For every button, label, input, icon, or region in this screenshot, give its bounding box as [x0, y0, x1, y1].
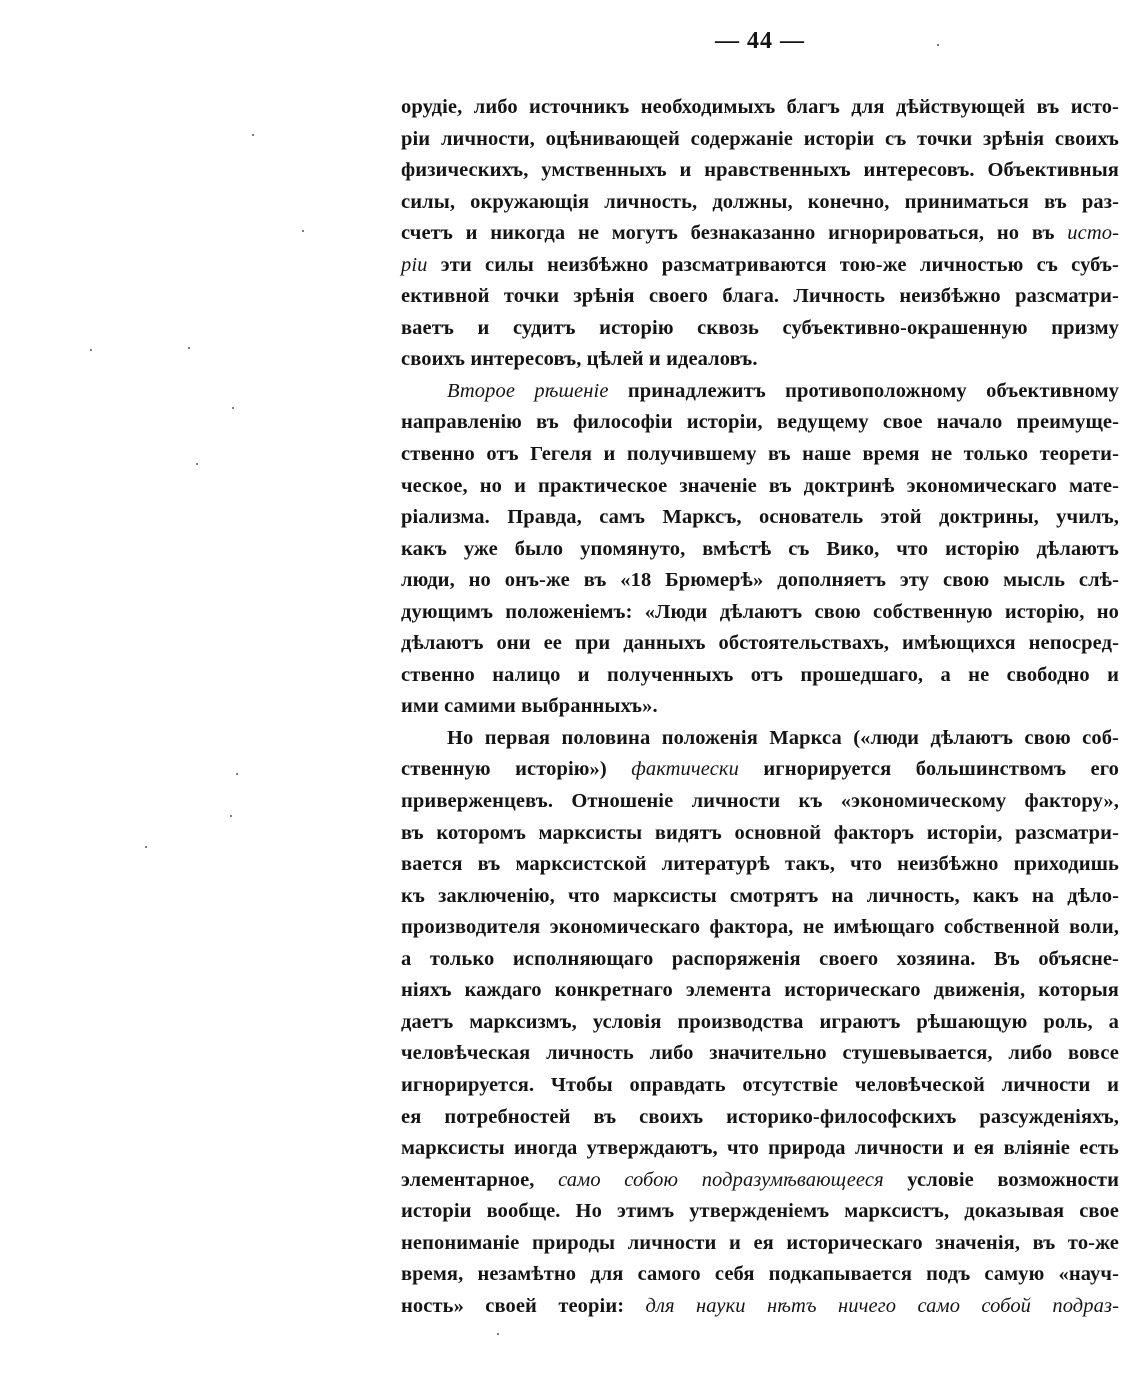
scan-speck — [232, 407, 234, 409]
text-run: исторіи вообще. Но этимъ утвержденіемъ марксистъ, доказывая свое — [401, 1200, 1119, 1223]
text-run: непониманіе природы личности и ея историческаго значенія, въ то-же — [401, 1231, 1119, 1254]
text-run: къ заключенію, что марксисты смотрятъ на личность, какъ на дѣло- — [401, 884, 1119, 907]
text-line — [401, 1259, 1119, 1291]
text-line — [401, 912, 1119, 944]
scan-speck — [302, 230, 304, 232]
scan-speck — [252, 134, 254, 136]
text-run: ственно отъ Гегеля и получившему въ наше время не только теорети- — [401, 443, 1119, 466]
text-line — [401, 502, 1119, 534]
text-line — [401, 944, 1119, 976]
scan-speck — [230, 815, 232, 817]
text-run: ріи личности, оцѣнивающей содержаніе исторіи съ точки зрѣнія своихъ — [401, 127, 1119, 150]
text-run: физическихъ, умственныхъ и нравственныхъ интересовъ. Объективныя — [401, 159, 1119, 182]
text-line — [401, 818, 1119, 850]
text-line — [401, 1228, 1119, 1260]
text-run: дѣлаютъ они ее при данныхъ обстоятельствахъ, имѣющихся непосред- — [401, 632, 1119, 655]
italic-text: ріи — [401, 253, 428, 276]
italic-text: фактически — [631, 758, 739, 781]
text-line — [401, 92, 1119, 124]
text-run: ніяхъ каждаго конкретнаго элемента историческаго движенія, которыя — [401, 979, 1119, 1002]
text-line — [401, 1133, 1119, 1165]
text-line — [401, 250, 1119, 282]
text-line — [401, 881, 1119, 913]
text-run: ріализма. Правда, самъ Марксъ, основатель этой доктрины, училъ, — [401, 506, 1119, 529]
text-line — [401, 534, 1119, 566]
text-run: счетъ и никогда не могутъ безнаказанно игнорироваться, но въ — [401, 222, 1068, 245]
text-line — [401, 1007, 1119, 1039]
text-line — [401, 124, 1119, 156]
text-run: ственную исторію») — [401, 758, 632, 781]
text-run: ваетъ и судитъ исторію сквозь субъективно-окрашенную призму — [401, 316, 1119, 339]
text-run: ческое, но и практическое значеніе въ доктринѣ экономическаго мате- — [401, 474, 1119, 497]
text-line — [401, 1102, 1119, 1134]
text-line — [401, 786, 1119, 818]
text-line — [401, 1070, 1119, 1102]
text-run: ственно налицо и полученныхъ отъ прошедшаго, а не свободно и — [401, 663, 1119, 686]
text-line — [401, 849, 1119, 881]
text-run: орудіе, либо источникъ необходимыхъ благъ для дѣйствующей въ исто- — [401, 96, 1119, 118]
scan-speck — [145, 846, 147, 848]
scan-speck — [196, 463, 198, 465]
text-run: производителя экономическаго фактора, не имѣющаго собственной воли, — [401, 916, 1119, 939]
text-line — [401, 660, 1119, 692]
text-run: какъ уже было упомянуто, вмѣстѣ съ Вико, что исторію дѣлаютъ — [401, 537, 1119, 560]
text-line — [401, 754, 1119, 786]
text-run: ность» своей теоріи: — [401, 1294, 646, 1317]
text-run: ея потребностей въ своихъ историко-философскихъ разсужденіяхъ, — [401, 1105, 1119, 1128]
text-line — [401, 1291, 1119, 1323]
text-run: своихъ интересовъ, цѣлей и идеаловъ. — [401, 348, 758, 371]
text-run: человѣческая личность либо значительно стушевывается, либо вовсе — [401, 1042, 1119, 1065]
text-line — [401, 1196, 1119, 1228]
text-run: вается въ марксистской литературѣ такъ, что неизбѣжно приходишь — [401, 853, 1119, 876]
italic-text: само собою подразумѣвающееся — [558, 1168, 884, 1191]
text-line — [401, 471, 1119, 503]
text-line — [401, 439, 1119, 471]
text-line — [401, 281, 1119, 313]
scan-speck — [236, 773, 238, 775]
text-run: силы, окружающія личность, должны, конечно, приниматься въ раз- — [401, 190, 1119, 213]
body-text — [401, 92, 1119, 1322]
text-line — [401, 218, 1119, 250]
text-line — [401, 597, 1119, 629]
scan-speck — [937, 44, 939, 46]
text-line — [401, 376, 1119, 408]
text-run: направленію въ философіи исторіи, ведущему свое начало преимуще- — [401, 411, 1119, 434]
text-run: игнорируется большинствомъ его — [738, 758, 1120, 781]
italic-text: для науки нѣтъ ничего само собой подраз- — [645, 1294, 1119, 1317]
text-run: игнорируется. Чтобы оправдать отсутствіе человѣческой личности и — [401, 1073, 1119, 1096]
text-line — [401, 407, 1119, 439]
italic-text: Второе рѣшеніе — [447, 379, 609, 402]
text-line — [401, 975, 1119, 1007]
text-line — [401, 1165, 1119, 1197]
text-line — [401, 187, 1119, 219]
text-run: условіе возможности — [883, 1168, 1119, 1191]
text-run: элементарное, — [401, 1168, 559, 1191]
text-run: принадлежитъ противоположному объективному — [608, 379, 1119, 402]
italic-text: исто- — [1067, 222, 1119, 245]
text-run: марксисты иногда утверждаютъ, что природа личности и ея вліяніе есть — [401, 1137, 1119, 1160]
text-line — [401, 313, 1119, 345]
text-run: ективной точки зрѣнія своего блага. Личность неизбѣжно разсматри- — [401, 285, 1119, 308]
text-line — [401, 344, 1119, 376]
scan-speck — [497, 1333, 499, 1335]
page-number: — 44 — — [715, 28, 805, 54]
text-run: приверженцевъ. Отношеніе личности къ «экономическому фактору», — [401, 790, 1119, 813]
text-run: ими самими выбранныхъ». — [401, 695, 658, 718]
text-line — [401, 155, 1119, 187]
text-line — [401, 565, 1119, 597]
text-run: люди, но онъ-же въ «18 Брюмерѣ» дополняетъ эту свою мысль слѣ- — [401, 569, 1119, 592]
text-run: Но первая половина положенія Маркса («люди дѣлаютъ свою соб- — [447, 726, 1119, 749]
scan-speck — [90, 349, 92, 351]
text-run: даетъ марксизмъ, условія производства играютъ рѣшающую роль, а — [401, 1010, 1119, 1033]
text-line — [401, 1038, 1119, 1070]
text-run: дующимъ положеніемъ: «Люди дѣлаютъ свою собственную исторію, но — [401, 600, 1119, 623]
scan-speck — [188, 347, 190, 349]
text-run: время, незамѣтно для самого себя подкапывается подъ самую «науч- — [401, 1263, 1119, 1286]
text-line — [401, 723, 1119, 755]
text-run: эти силы неизбѣжно разсматриваются тою-же личностью съ субъ- — [427, 253, 1119, 276]
text-line — [401, 691, 1119, 723]
text-run: въ которомъ марксисты видятъ основной факторъ исторіи, разсматри- — [401, 821, 1119, 844]
text-run: а только исполняющаго распоряженія своего хозяина. Въ объясне- — [401, 947, 1119, 970]
text-line — [401, 628, 1119, 660]
